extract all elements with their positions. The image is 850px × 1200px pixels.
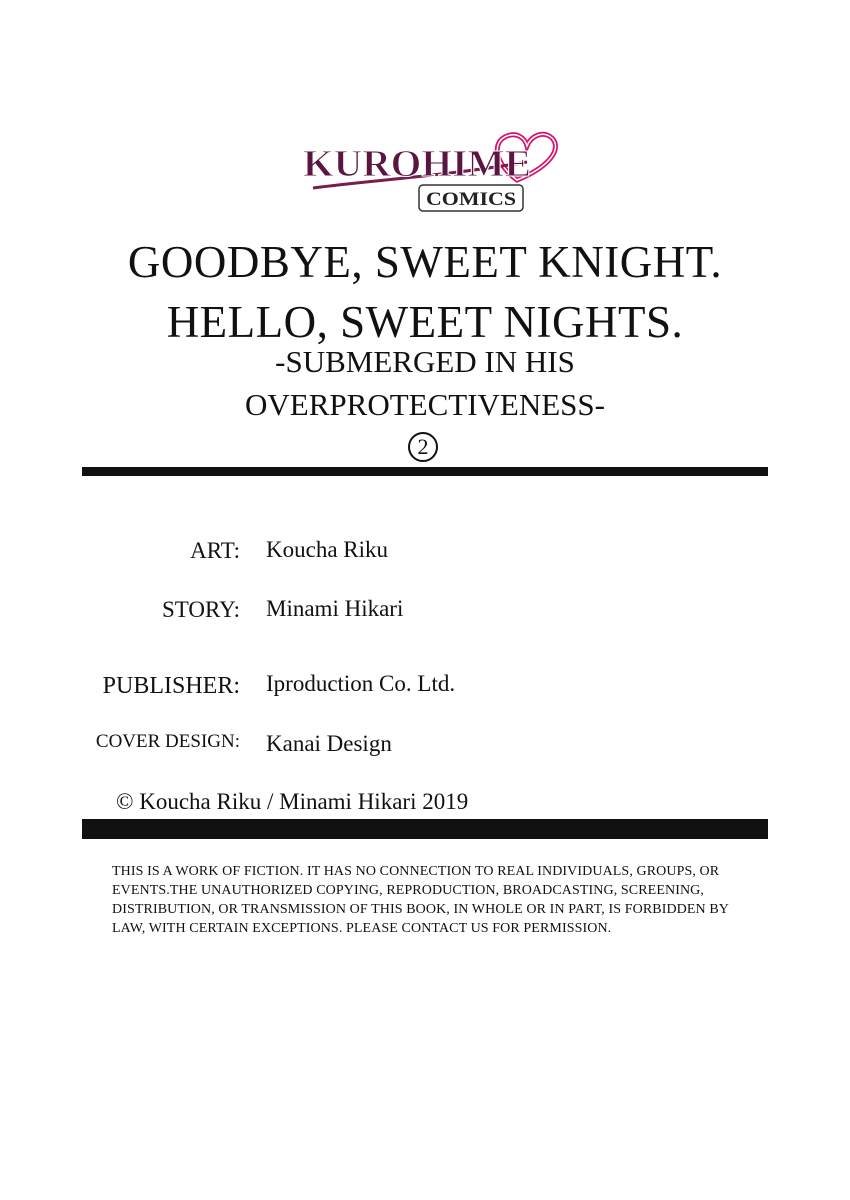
divider-top [82,467,768,476]
subtitle-line-2: OVERPROTECTIVENESS- [245,387,605,422]
title-line-2: HELLO, SWEET NIGHTS. [166,297,684,347]
cover-design-label: COVER DESIGN: [95,731,240,752]
story-label: STORY: [162,597,240,622]
subtitle-line-1: -SUBMERGED IN HIS [275,344,575,379]
art-label: ART: [190,538,240,563]
logo-brand-text: KUROHIME [303,143,531,185]
legal-disclaimer: THIS IS A WORK OF FICTION. IT HAS NO CONNECTION TO REAL INDIVIDUALS, GROUPS, OR EVENTS.THE UNAUTHORIZED COPYING, REPRODUCTION, BROADCASTING, SCREENING, DISTRIBUTION, OR TRANSMISSION OF THIS BOOK, IN WHOLE OR IN PART, IS FORBIDDEN BY LAW, WITH CERTAIN EXCEPTIONS. PLEASE CONTACT US FOR PERMISSION. [112,864,729,936]
title-line-1: GOODBYE, SWEET KNIGHT. [127,237,723,287]
publisher-label: PUBLISHER: [102,673,240,699]
copyright-notice: © Koucha Riku / Minami Hikari 2019 [116,789,469,814]
story-value: Minami Hikari [266,596,404,621]
divider-bottom [82,819,768,839]
art-value: Koucha Riku [266,537,389,562]
logo-sub-text: COMICS [426,189,516,210]
kurohime-comics-logo [295,118,565,218]
volume-number: 2 [408,432,438,462]
publisher-value: Iproduction Co. Ltd. [266,671,456,696]
cover-design-value: Kanai Design [266,731,392,756]
